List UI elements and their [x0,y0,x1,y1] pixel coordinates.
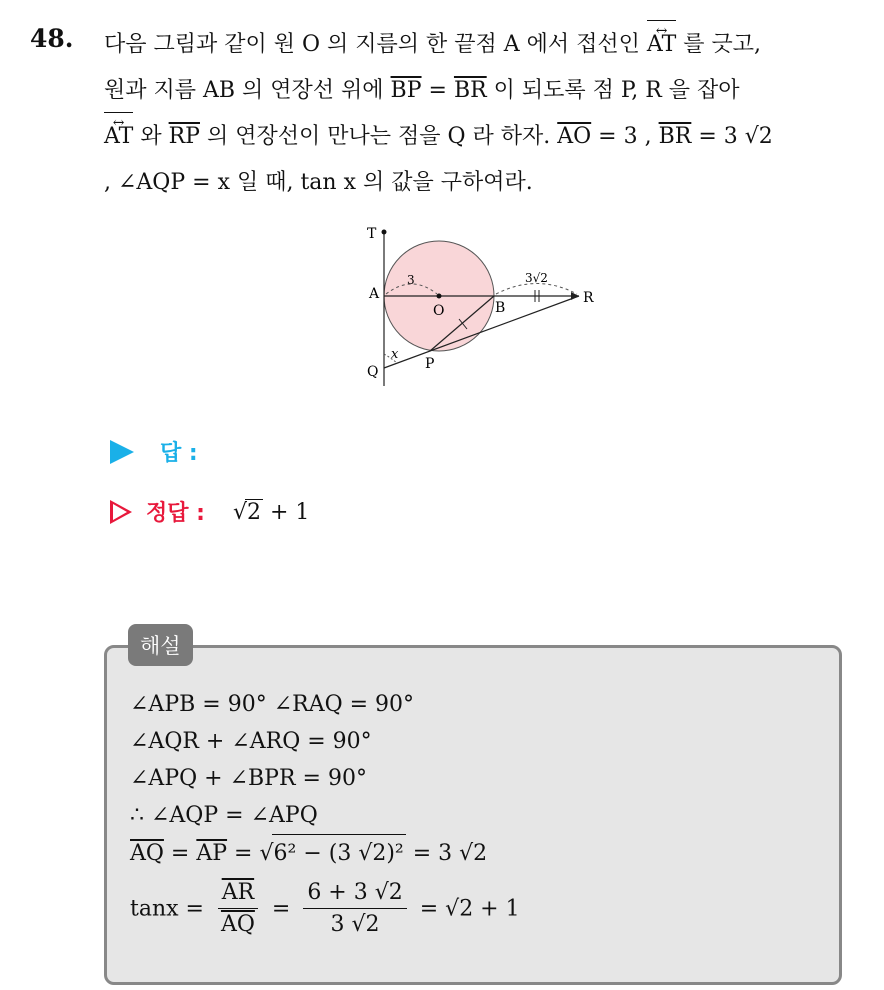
problem-line-1: 다음 그림과 같이 원 O 의 지름의 한 끝점 A 에서 접선인 AT ↔ 를 긋고, [104,22,874,68]
problem-line-3: AT ↔ 와 $\overline{RP}$ 의 연장선이 만나는 점을 Q 라 하자. $\overline{AO} = 3$ , $\overline{BR} = 3$ √2 [104,114,874,160]
outline-triangle-icon [110,500,132,524]
point-o [437,294,442,299]
correct-answer-row [110,496,309,527]
label-q: Q [367,364,379,380]
problem-line-4: , ∠AQP = x 일 때, tan x 의 값을 구하여라. [104,170,533,195]
solution-line-6: tanx = $\frac{\overline{AR}}{AQ}$ = $\frac{6 + 3 √2}{3 √2}$ = √2 + 1 [130,880,520,937]
label-t: T [367,226,377,242]
label-3root2: 3√2 [525,271,548,285]
problem-line-2: 원과 지름 AB 의 연장선 위에 $\overline{BP} = \overline{BR}$ 이 되도록 점 P, R 을 잡아 [104,78,740,103]
answer-row [110,436,198,467]
label-p: P [425,356,435,372]
label-o: O [433,303,445,319]
line-at-symbol: AT ↔ [647,22,676,68]
solution-line-1: ∠APB = 90° ∠RAQ = 90° [130,692,415,717]
play-triangle-icon [110,440,134,464]
label-x: x [391,347,399,362]
correct-value: √2 + 1 [232,499,310,525]
label-a: A [369,286,380,302]
solution-line-5: $\overline{AQ} = \overline{AP} = √6^2 - (3$ √2)² = 3 √2 [130,834,520,872]
label-b: B [495,300,506,316]
geometry-figure [355,218,605,393]
label-r: R [583,290,594,306]
problem-text [104,22,874,206]
problem-number: 48. [30,24,74,53]
solution-lines [130,686,520,941]
solution-line-2: ∠AQR + ∠ARQ = 90° [130,729,372,754]
arc-br [496,284,577,295]
solution-line-3: ∠APQ + ∠BPR = 90° [130,766,367,791]
label-3: 3 [407,273,415,287]
solution-tag: 해설 [128,624,193,666]
correct-label: 정답 : [146,501,205,526]
solution-line-4: ∴ ∠AQP = ∠APQ [130,803,318,828]
point-t [382,230,387,235]
answer-label: 답 : [160,441,198,466]
